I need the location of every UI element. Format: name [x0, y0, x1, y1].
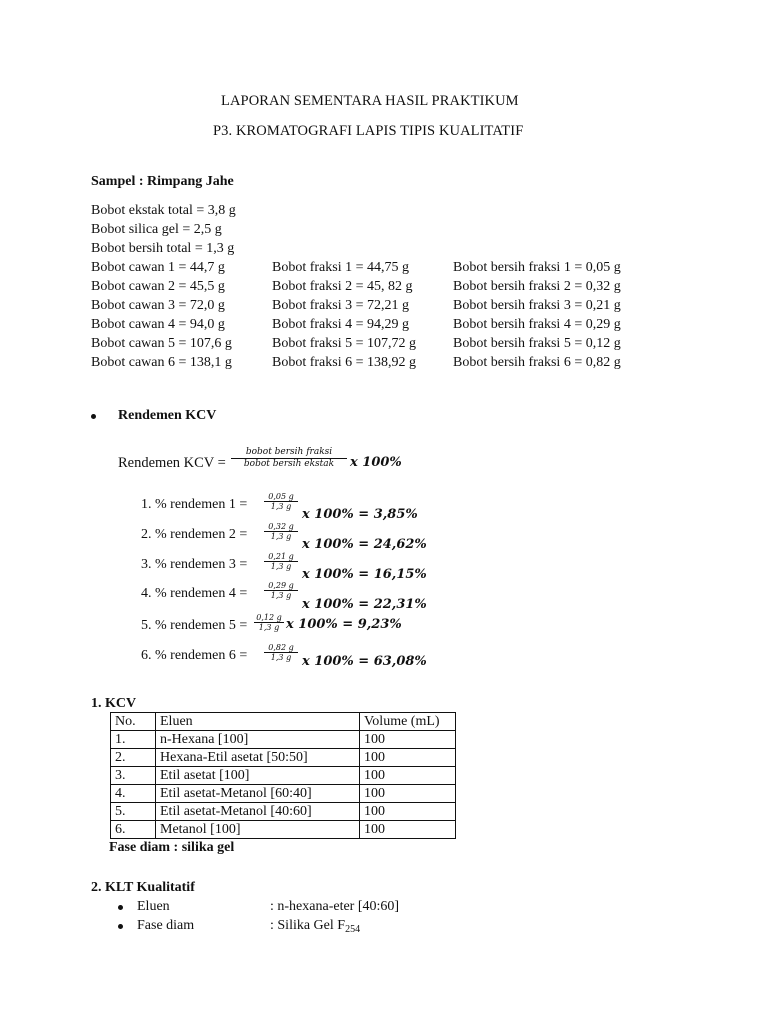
calc-label: 4. % rendemen 4 =	[141, 586, 248, 601]
calc-label: 2. % rendemen 2 =	[141, 527, 248, 542]
formula-denominator: bobot bersih ekstak	[243, 459, 335, 469]
formula-tail: x 100%	[350, 455, 402, 470]
table-row	[111, 785, 456, 803]
calc-fraction	[254, 613, 284, 632]
fraksi-weight: Bobot fraksi 6 = 138,92 g	[272, 355, 416, 370]
calc-denominator: 1,3 g	[270, 532, 292, 541]
calc-numerator: 0,82 g	[268, 643, 294, 652]
table-cell: 6.	[111, 821, 156, 839]
table-cell: 3.	[111, 767, 156, 785]
calc-denominator: 1,3 g	[270, 502, 292, 511]
calc-numerator: 0,21 g	[268, 552, 294, 561]
column-header: No.	[111, 713, 156, 731]
kcv-table	[110, 712, 456, 839]
calc-result: x 100% = 22,31%	[302, 597, 427, 612]
stationary-phase-note: Fase diam : silika gel	[109, 840, 235, 855]
table-row	[111, 803, 456, 821]
cawan-weight: Bobot cawan 5 = 107,6 g	[91, 336, 232, 351]
table-row	[111, 749, 456, 767]
calc-result: x 100% = 16,15%	[302, 567, 427, 582]
klt-stationary-label: Fase diam	[137, 918, 195, 933]
table-row	[111, 821, 456, 839]
calc-fraction	[264, 581, 298, 600]
fraksi-weight: Bobot fraksi 5 = 107,72 g	[272, 336, 416, 351]
cawan-weight: Bobot cawan 6 = 138,1 g	[91, 355, 232, 370]
calc-numerator: 0,05 g	[268, 492, 294, 501]
bersih-fraksi-weight: Bobot bersih fraksi 2 = 0,32 g	[453, 279, 621, 294]
klt-stationary-value	[270, 916, 360, 939]
table-cell: 100	[360, 731, 456, 749]
table-cell: 100	[360, 785, 456, 803]
klt-stationary-value-text: : Silika Gel F	[270, 918, 346, 933]
calc-numerator: 0,12 g	[256, 613, 282, 622]
calc-label: 6. % rendemen 6 =	[141, 648, 248, 663]
cawan-weight: Bobot cawan 3 = 72,0 g	[91, 298, 225, 313]
cawan-weight: Bobot cawan 1 = 44,7 g	[91, 260, 225, 275]
calc-result: x 100% = 9,23%	[286, 617, 402, 632]
table-cell: Metanol [100]	[156, 821, 360, 839]
rendemen-heading: Rendemen KCV	[118, 408, 217, 423]
cawan-weight: Bobot cawan 2 = 45,5 g	[91, 279, 225, 294]
table-cell: Etil asetat-Metanol [40:60]	[156, 803, 360, 821]
fraksi-weight: Bobot fraksi 2 = 45, 82 g	[272, 279, 413, 294]
column-header: Volume (mL)	[360, 713, 456, 731]
calc-denominator: 1,3 g	[270, 562, 292, 571]
calc-result: x 100% = 3,85%	[302, 507, 418, 522]
formula-numerator: bobot bersih fraksi	[245, 447, 333, 457]
klt-heading: 2. KLT Kualitatif	[91, 880, 195, 895]
bullet-icon	[118, 924, 123, 929]
bersih-fraksi-weight: Bobot bersih fraksi 5 = 0,12 g	[453, 336, 621, 351]
table-cell: 100	[360, 767, 456, 785]
calc-denominator: 1,3 g	[270, 653, 292, 662]
calc-result: x 100% = 63,08%	[302, 654, 427, 669]
calc-denominator: 1,3 g	[270, 591, 292, 600]
table-cell: 5.	[111, 803, 156, 821]
calc-result: x 100% = 24,62%	[302, 537, 427, 552]
table-row	[111, 731, 456, 749]
klt-stationary-subscript: 254	[345, 924, 361, 935]
silica-gel-weight: Bobot silica gel = 2,5 g	[91, 222, 222, 237]
klt-eluen-value: : n-hexana-eter [40:60]	[270, 899, 400, 914]
fraksi-weight: Bobot fraksi 4 = 94,29 g	[272, 317, 409, 332]
calc-denominator: 1,3 g	[258, 623, 280, 632]
bersih-fraksi-weight: Bobot bersih fraksi 3 = 0,21 g	[453, 298, 621, 313]
kcv-heading: 1. KCV	[91, 696, 137, 711]
cawan-weight: Bobot cawan 4 = 94,0 g	[91, 317, 225, 332]
bullet-icon	[118, 905, 123, 910]
bersih-fraksi-weight: Bobot bersih fraksi 4 = 0,29 g	[453, 317, 621, 332]
klt-eluen-label: Eluen	[137, 899, 170, 914]
sample-label: Sampel : Rimpang Jahe	[91, 174, 234, 189]
fraksi-weight: Bobot fraksi 1 = 44,75 g	[272, 260, 409, 275]
bersih-fraksi-weight: Bobot bersih fraksi 1 = 0,05 g	[453, 260, 621, 275]
calc-label: 3. % rendemen 3 =	[141, 557, 248, 572]
fraksi-weight: Bobot fraksi 3 = 72,21 g	[272, 298, 409, 313]
table-cell: 2.	[111, 749, 156, 767]
calc-label: 1. % rendemen 1 =	[141, 497, 248, 512]
table-cell: Etil asetat-Metanol [60:40]	[156, 785, 360, 803]
table-cell: 100	[360, 821, 456, 839]
table-cell: Etil asetat [100]	[156, 767, 360, 785]
table-cell: 100	[360, 749, 456, 767]
report-subtitle: P3. KROMATOGRAFI LAPIS TIPIS KUALITATIF	[213, 123, 524, 139]
table-cell: n-Hexana [100]	[156, 731, 360, 749]
report-title: LAPORAN SEMENTARA HASIL PRAKTIKUM	[221, 93, 519, 109]
column-header: Eluen	[156, 713, 360, 731]
calc-fraction	[264, 643, 298, 662]
calc-fraction	[264, 492, 298, 511]
calc-fraction	[264, 552, 298, 571]
table-cell: 1.	[111, 731, 156, 749]
table-cell: 100	[360, 803, 456, 821]
table-cell: 4.	[111, 785, 156, 803]
calc-label: 5. % rendemen 5 =	[141, 618, 248, 633]
bersih-fraksi-weight: Bobot bersih fraksi 6 = 0,82 g	[453, 355, 621, 370]
rendemen-formula-fraction	[231, 447, 347, 470]
calc-numerator: 0,32 g	[268, 522, 294, 531]
total-extract-weight: Bobot ekstak total = 3,8 g	[91, 203, 236, 218]
table-row	[111, 767, 456, 785]
calc-fraction	[264, 522, 298, 541]
clean-total-weight: Bobot bersih total = 1,3 g	[91, 241, 235, 256]
bullet-icon	[91, 414, 96, 419]
table-header-row	[111, 713, 456, 731]
calc-numerator: 0,29 g	[268, 581, 294, 590]
table-cell: Hexana-Etil asetat [50:50]	[156, 749, 360, 767]
rendemen-formula-label: Rendemen KCV =	[118, 455, 226, 471]
